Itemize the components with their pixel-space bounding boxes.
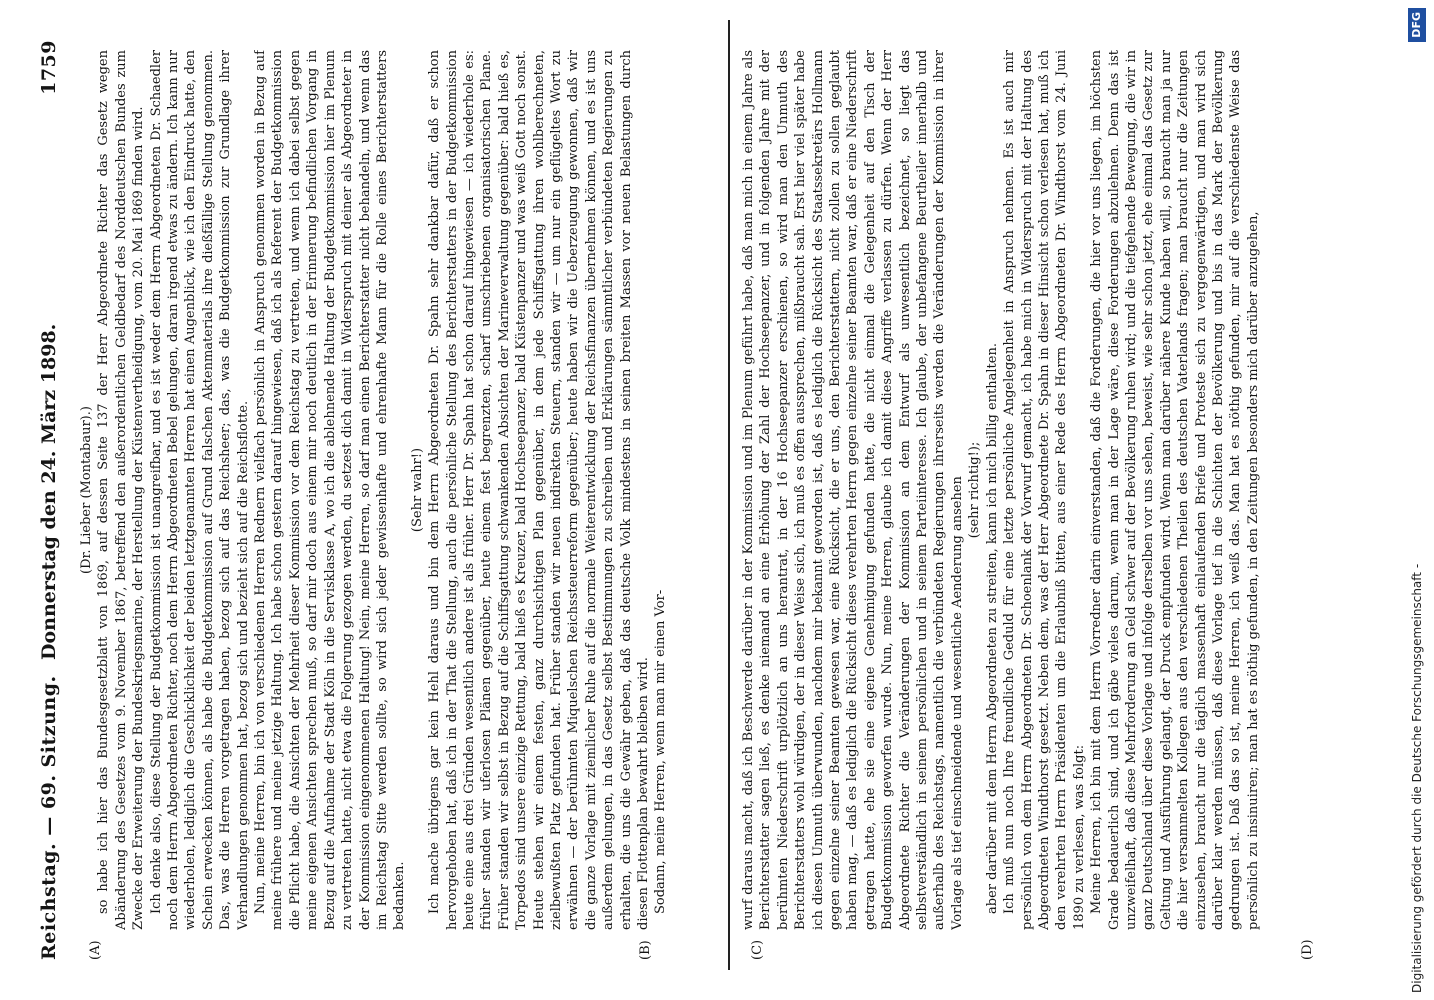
column-divider: [728, 20, 730, 970]
right_column-paragraph: aber darüber mit dem Herrn Abgeordneten zu streiten, kann ich mich billig enthalten.: [984, 343, 1000, 914]
header-title: Reichstag. — 69. Sitzung.: [38, 675, 60, 960]
left_column-paragraph: Sodann, meine Herren, wenn man mir einen Vor-: [653, 589, 669, 914]
right_column-paragraph: (sehr richtig!);: [967, 441, 983, 539]
left_column-paragraph: (Sehr wahr!): [409, 447, 425, 533]
right_column-paragraph: wurf daraus macht, daß ich Beschwerde darüber in der Kommission und im Plenum geführt habe, daß man mich in einem Jahre als Berichterstatter sagen ließ, es denke niemand an eine Erhöhung der Zahl der Hochseepanzer, und in folgenden Jahre mit der berühmten Niederschrift urplötzlich an uns herantrat, in der 16 Hochseepanzer erschienen, so wird man den Unmuth des Berichterstatters wohl würdigen, der in dieser Weise sich, ich muß es offen aussprechen, mißbraucht sah. Erst hier viel später habe ich diesen Unmuth überwunden, nachdem mir bekannt geworden ist, daß es lediglich die Rücksicht des Staatssekretärs Hollmann gegen einzelne seiner Beamten gewesen war, eine Rücksicht, die er uns, den Berichterstattern, nicht zollen zu sollen geglaubt haben mag, — daß es lediglich die Rücksicht dieses verehrten Herrn gegen einzelne seiner Beamten war, daß er eine Niederschrift getragen hatte, ehe sie eine eigene Genehmigung gefunden hatte, die nicht einmal die Gelegenheit auf den Tisch der Budgetkommission geworfen wurde. Nun, meine Herren, glaube ich damit diese Angriffe verlassen zu dürfen. Wenn der Herr Abgeordnete Richter die Veränderungen der Kommission an dem Entwurf als unwesentlich bezeichnet, so liegt das selbstverständlich in seinem persönlichen und in seinem Parteiinteresse. Ich glaube, der unbefangene Beurtheiler innerhalb und außerhalb des Reichstags, namentlich die verbündeten Regierungen ihrerseits werden die Veränderungen der Kommission in ihrer Vorlage als tief einschneidende und wesentliche Aenderung ansehen: [741, 50, 965, 930]
left_column-paragraph: (Dr. Lieber (Montabaur).): [79, 406, 94, 574]
left_column-paragraph: so habe ich hier das Bundesgesetzblatt von 1869, auf dessen Seite 137 der Herr Abgeordnete Richter das Gesetz wegen Abänderung des Gesetzes vom 9. November 1867, betreffend den außerordentlichen Geldbedarf des Norddeutschen Bundes zum Zwecke der Erweiterung der Bundeskriegsmarine, der Herstellung der Küstenvertheidigung, vom 20. Mai 1869 finden wird.: [96, 50, 147, 930]
margin-marker-a: (A): [88, 940, 103, 960]
left-column-text: [78, 50, 718, 930]
margin-marker-d: (D): [1300, 939, 1315, 960]
digitization-credit: [1407, 8, 1427, 993]
left-column-block: [78, 40, 718, 960]
credit-text: Digitalisierung gefördert durch die Deutsche Forschungsgemeinschaft -: [1410, 563, 1424, 993]
dfg-logo: DFG: [1408, 8, 1426, 42]
right-column-block: [740, 40, 1390, 960]
margin-marker-b: (B): [638, 940, 653, 960]
right-column-text: [740, 50, 1390, 930]
left_column-paragraph: Ich denke also, diese Stellung der Budgetkommission ist unangreifbar, und es ist weder dem Herrn Abgeordneten Dr. Schaedler noch dem Herrn Abgeordneten Richter, noch dem Herrn Abgeordneten Bebel gelungen, daran irgend etwas zu ändern. Ich kann nur wiederholen, lediglich die Geschicklichkeit der beiden letztgenannten Herren hat einen Augenblick, wie ich den Eindruck hatte, den Schein erwecken können, als habe die Budgetkommission auf Grund falschen Aktenmaterials ihre dießfällige Stellung genommen. Das, was die Herren vorgetragen haben, bezog sich auf das Reichsheer; das, was die Budgetkommission zur Grundlage ihrer Verhandlungen genommen hat, bezog sich und bezieht sich auf die Reichsflotte.: [148, 50, 251, 930]
left_column-paragraph: Nun, meine Herren, bin ich von verschiedenen Herren Rednern vielfach persönlich in Anspruch genommen worden in Bezug auf meine frühere und meine jetzige Haltung. Ich habe schon gestern darauf hingewiesen, daß ich als Referent der Budgetkommission die Pflicht habe, die Ansichten der Mehrheit dieser Kommission vor dem Reichstag zu vertreten, und wenn ich dabei selbst gegen meine eigenen Ansichten sprechen muß, so darf mir doch aus einem mir noch deutlich in der Erinnerung befindlichen Vorgang in Bezug auf die Aufnahme der Stadt Köln in die Servisklasse A, wo ich die ablehnende Haltung der Budgetkommission hier im Plenum zu vertreten hatte, nicht etwa die Folgerung gezogen werden, du setzest dich damit in Widerspruch mit deiner als Abgeordneter in der Kommission eingenommenen Haltung! Nein, meine Herren, so darf man einen Berichterstatter nicht behandeln, und wenn das im Reichstag Sitte werden sollte, so wird sich jeder gewissenhafte und ehrenhafte Mann für die Rolle eines Berichterstatters bedanken.: [253, 50, 408, 930]
right_column-paragraph: Ich muß nun noch Ihre freundliche Geduld für eine letzte persönliche Angelegenheit in Anspruch nehmen. Es ist auch mir persönlich von dem Herrn Abgeordneten Dr. Schoenlank der Vorwurf gemacht, ich habe mich in Widerspruch mit der Haltung des Abgeordneten Windthorst gesetzt. Neben dem, was der Herr Abgeordnete Dr. Spahn in dieser Hinsicht schon verlesen hat, muß ich den verehrten Herrn Präsidenten um die Erlaubniß bitten, aus einer Rede des Herrn Abgeordneten Dr. Windthorst vom 24. Juni 1890 zu verlesen, was folgt:: [1002, 50, 1087, 930]
header-date: Donnerstag den 24. März 1898.: [38, 323, 60, 660]
left_column-paragraph: Ich mache übrigens gar kein Hehl daraus und bin dem Herrn Abgeordneten Dr. Spahn sehr dankbar dafür, daß er schon hervorgehoben hat, daß ich in der That die Stellung, auch die persönliche Stellung des Berichterstatters in der Budgetkommission heute eine aus drei Gründen wesentlich andere ist als früher. Herr Dr. Spahn hat schon darauf hingewiesen — ich wiederhole es: früher standen wir uferlosen Plänen gegenüber, heute einem fest begrenzten, scharf umschriebenen organisatorischen Plane. Früher standen wir selbst in Bezug auf die Schiffsgattung schwankenden Absichten der Marineverwaltung gegenüber: bald hieß es, Torpedos sind unsere einzige Rettung, bald hieß es Kreuzer, bald Hochseepanzer, bald Küstenpanzer und was weiß Gott noch sonst. Heute stehen wir einem festen, ganz durchsichtigen Plan gegenüber, in dem jede Schiffsgattung ihren wohlberechneten, zielbewußten Platz gefunden hat. Früher standen wir neuen indirekten Steuern, standen wir — um nur ein geflügeltes Wort zu erwähnen — der berühmten Miquelschen Reichssteuerreform gegenüber; heute haben wir die Ueberzeugung gewonnen, daß wir die ganze Vorlage mit ziemlicher Ruhe auf die normale Weiterentwicklung der Reichsfinanzen übernehmen können, und es ist uns außerdem gelungen, in das Gesetz selbst Bestimmungen zu schreiben und Erklärungen sämmtlicher verbündeten Regierungen zu erhalten, die uns die Gewähr geben, daß das deutsche Volk mindestens in seinen breiten Massen vor neuen Belastungen durch diesen Flottenplan bewahrt bleiben wird.: [427, 50, 651, 930]
page-header: [30, 40, 70, 960]
page-number: 1759: [38, 40, 60, 95]
margin-marker-c: (C): [750, 939, 765, 960]
right_column-paragraph: Meine Herren, ich bin mit dem Herrn Vorredner darin einverstanden, daß die Forderungen, die hier vor uns liegen, im höchsten Grade bedauerlich sind, und ich gäbe vieles darum, wenn man in der Lage wäre, diese Forderungen abzulehnen. Denn das ist unzweifelhaft, daß diese Mehrforderung an Geld schwer auf der Bevölkerung ruhen wird; und die tiefgehende Bewegung, die wir in ganz Deutschland über diese Vorlage und infolge derselben vor uns sehen, beweist, wie sehr schon jetzt, ehe einmal das Gesetz zur Geltung und Ausführung gelangt, der Druck empfunden wird. Wenn man darüber nähere Kunde haben will, so braucht man ja nur die hier versammelten Kollegen aus den verschiedenen Theilen des deutschen Vaterlands fragen; man braucht nur die Zeitungen einzusehen, braucht nur die täglich massenhaft einlaufenden Briefe und Proteste sich zu vergegenwärtigen, und man wird sich darüber klar werden müssen, daß diese Vorlage tief in die Schichten der Bevölkerung und bis in das Mark der Bevölkerung gedrungen ist. Daß das so ist, meine Herren, ich weiß das. Man hat es nöthig gefunden, mir auf die verschiedenste Weise das persönlich zu insinuiren; man hat es nöthig gefunden, in den Zeitungen besonders mich darüber anzugehen,: [1089, 50, 1261, 930]
